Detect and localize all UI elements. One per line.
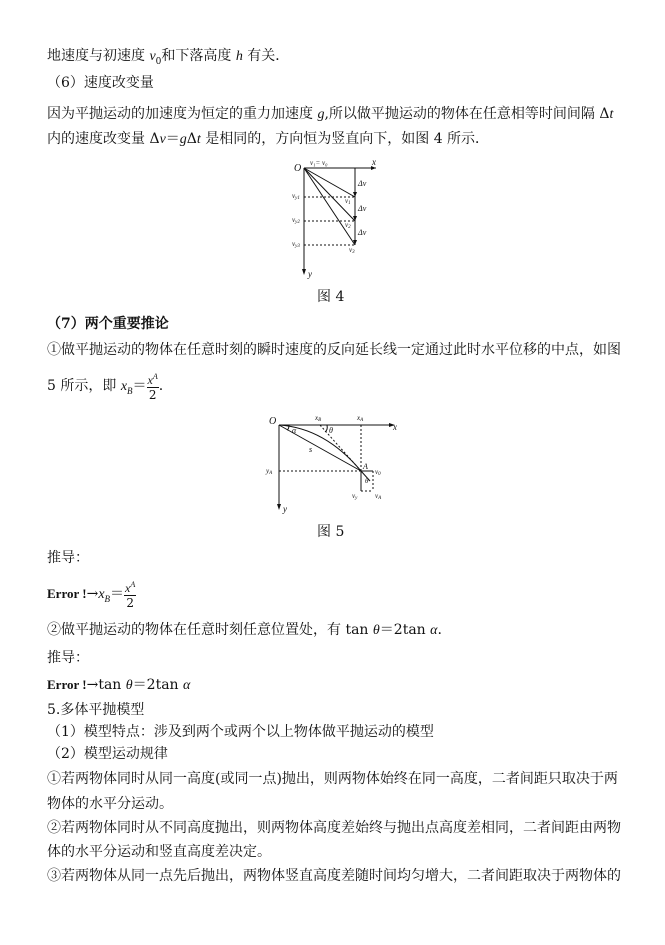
denominator: 2 [148, 388, 157, 402]
v0-label: v0 [375, 468, 381, 477]
var-h: h [235, 49, 243, 64]
var-t: t [196, 132, 201, 147]
text-span: ＝ [132, 378, 147, 394]
text-span: ,所以做平抛运动的物体在任意相等时间间隔 Δ [324, 106, 610, 122]
figure-5-caption: 图 5 [317, 524, 345, 540]
fraction [147, 370, 159, 402]
text-span: ②做平抛运动的物体在任意时刻任意位置处，有 tan [47, 622, 373, 638]
fraction [124, 578, 136, 610]
var-v0: v [149, 49, 156, 64]
velocity-line-3 [304, 168, 355, 245]
text-line [47, 370, 163, 402]
sup: A [152, 372, 158, 381]
point-A-label: A [363, 462, 368, 471]
vy2-label: vy2 [292, 216, 300, 225]
formula-line [47, 578, 136, 610]
text-span: 地速度与初速度 [47, 48, 150, 64]
numerator [147, 370, 159, 388]
var-v: v [159, 132, 166, 147]
derive-label: 推导： [47, 650, 89, 666]
text-line [47, 46, 289, 72]
text-span: ＝ [165, 131, 180, 147]
text-span: 因为平抛运动的加速度为恒定的重力加速度 [47, 106, 318, 122]
var-theta: θ [372, 623, 380, 638]
sub: B [104, 593, 111, 604]
dv-label: Δv [358, 204, 367, 213]
v1-v0-label: v₁= v₀ [310, 159, 328, 167]
var-t: t [609, 107, 614, 122]
arrow: → [86, 586, 99, 602]
y-label: y [308, 269, 312, 279]
text-span: ＝2tan [132, 677, 184, 693]
text-span: →tan [86, 677, 126, 693]
num-x: x [125, 581, 131, 595]
vy-label: vy [352, 492, 358, 501]
velocity-line-1 [304, 168, 355, 197]
text-line [47, 129, 489, 150]
var-alpha: α [430, 623, 438, 638]
section-heading-5: 5.多体平抛模型 [47, 702, 145, 718]
figure-4-caption: 图 4 [317, 289, 345, 305]
derive-label: 推导： [47, 550, 89, 566]
num-x: x [147, 373, 153, 387]
text-line: （1）模型特点：涉及到两个或两个以上物体做平抛运动的模型 [47, 724, 434, 740]
vA-label: vA [375, 492, 382, 501]
var-x: x [120, 379, 128, 394]
v3-label: v3 [349, 246, 355, 255]
section-heading-6: （6）速度改变量 [47, 75, 154, 91]
xB-label: xB [315, 414, 322, 423]
text-span: ＝ [110, 586, 125, 602]
sub: B [127, 385, 133, 396]
v2-label: v2 [345, 221, 351, 230]
sub: 0 [155, 56, 162, 67]
text-line: ①做平抛运动的物体在任意时刻的瞬时速度的反向延长线一定通过此时水平位移的中点，如图 [47, 342, 621, 358]
text-line [47, 104, 613, 125]
var-alpha: α [183, 678, 191, 693]
text-line: ①若两物体同时从同一高度(或同一点)抛出，则两物体始终在同一高度，二者间距只取决于两 [47, 771, 618, 787]
text-span: ＝2tan [379, 622, 431, 638]
error-field: Error ! [47, 586, 87, 601]
y-arrow-icon [277, 504, 281, 510]
theta-label: θ [329, 426, 333, 435]
text-span: 是相同的，方向恒为竖直向下，如图 4 所示． [200, 131, 490, 147]
var-g: g [179, 132, 187, 147]
error-field: Error ! [47, 677, 87, 692]
text-span: 内的速度改变量 Δ [47, 131, 160, 147]
figure-5 [265, 412, 405, 516]
var-g: g [317, 107, 325, 122]
text-line: 物体的水平分运动。 [47, 796, 173, 812]
text-line: ②若两物体同时从不同高度抛出，则两物体高度差始终与抛出点高度差相同，二者间距由两物 [47, 820, 621, 836]
dv-label: Δv [358, 228, 367, 237]
vy1-label: vy1 [292, 192, 300, 201]
sup: A [130, 580, 136, 589]
y-arrow-icon [302, 269, 306, 275]
text-span: 有关． [242, 48, 290, 64]
y-label: y [283, 504, 287, 514]
s-label: s [309, 445, 313, 454]
numerator [124, 578, 136, 596]
dv-label: Δv [358, 179, 367, 188]
tangent-extension [320, 425, 361, 471]
text-span: 和下落高度 [161, 48, 236, 64]
xA-label: xA [357, 414, 364, 423]
origin-label: O [294, 163, 302, 174]
vy3-label: vy3 [292, 240, 300, 249]
text-line [47, 620, 442, 641]
velocity-line-2 [304, 168, 355, 221]
x-label: x [372, 157, 376, 167]
theta-arc [325, 425, 327, 432]
text-span: . [158, 378, 164, 394]
figure-4 [280, 155, 390, 280]
x-label: x [393, 422, 397, 432]
var-x: x [98, 587, 105, 602]
alpha-label: α [292, 426, 297, 435]
origin-label: O [269, 416, 277, 427]
text-line: （2）模型运动规律 [47, 746, 168, 762]
section-heading-7: （7）两个重要推论 [47, 316, 169, 332]
text-line: ③若两物体从同一点先后抛出，两物体竖直高度差随时间均匀增大，二者间距取决于两物体的 [47, 868, 621, 884]
yA-label: yA [266, 467, 273, 476]
text-span: . [437, 622, 442, 638]
text-span: Δ [186, 131, 197, 147]
var-theta: θ [125, 678, 133, 693]
text-line: 体的水平分运动和竖直高度差决定。 [47, 844, 271, 860]
denominator: 2 [126, 596, 134, 610]
v1-label: v1 [345, 197, 351, 206]
theta-label: θ [365, 477, 369, 485]
formula-line [47, 675, 190, 696]
text-span: 5 所示，即 [47, 378, 121, 394]
